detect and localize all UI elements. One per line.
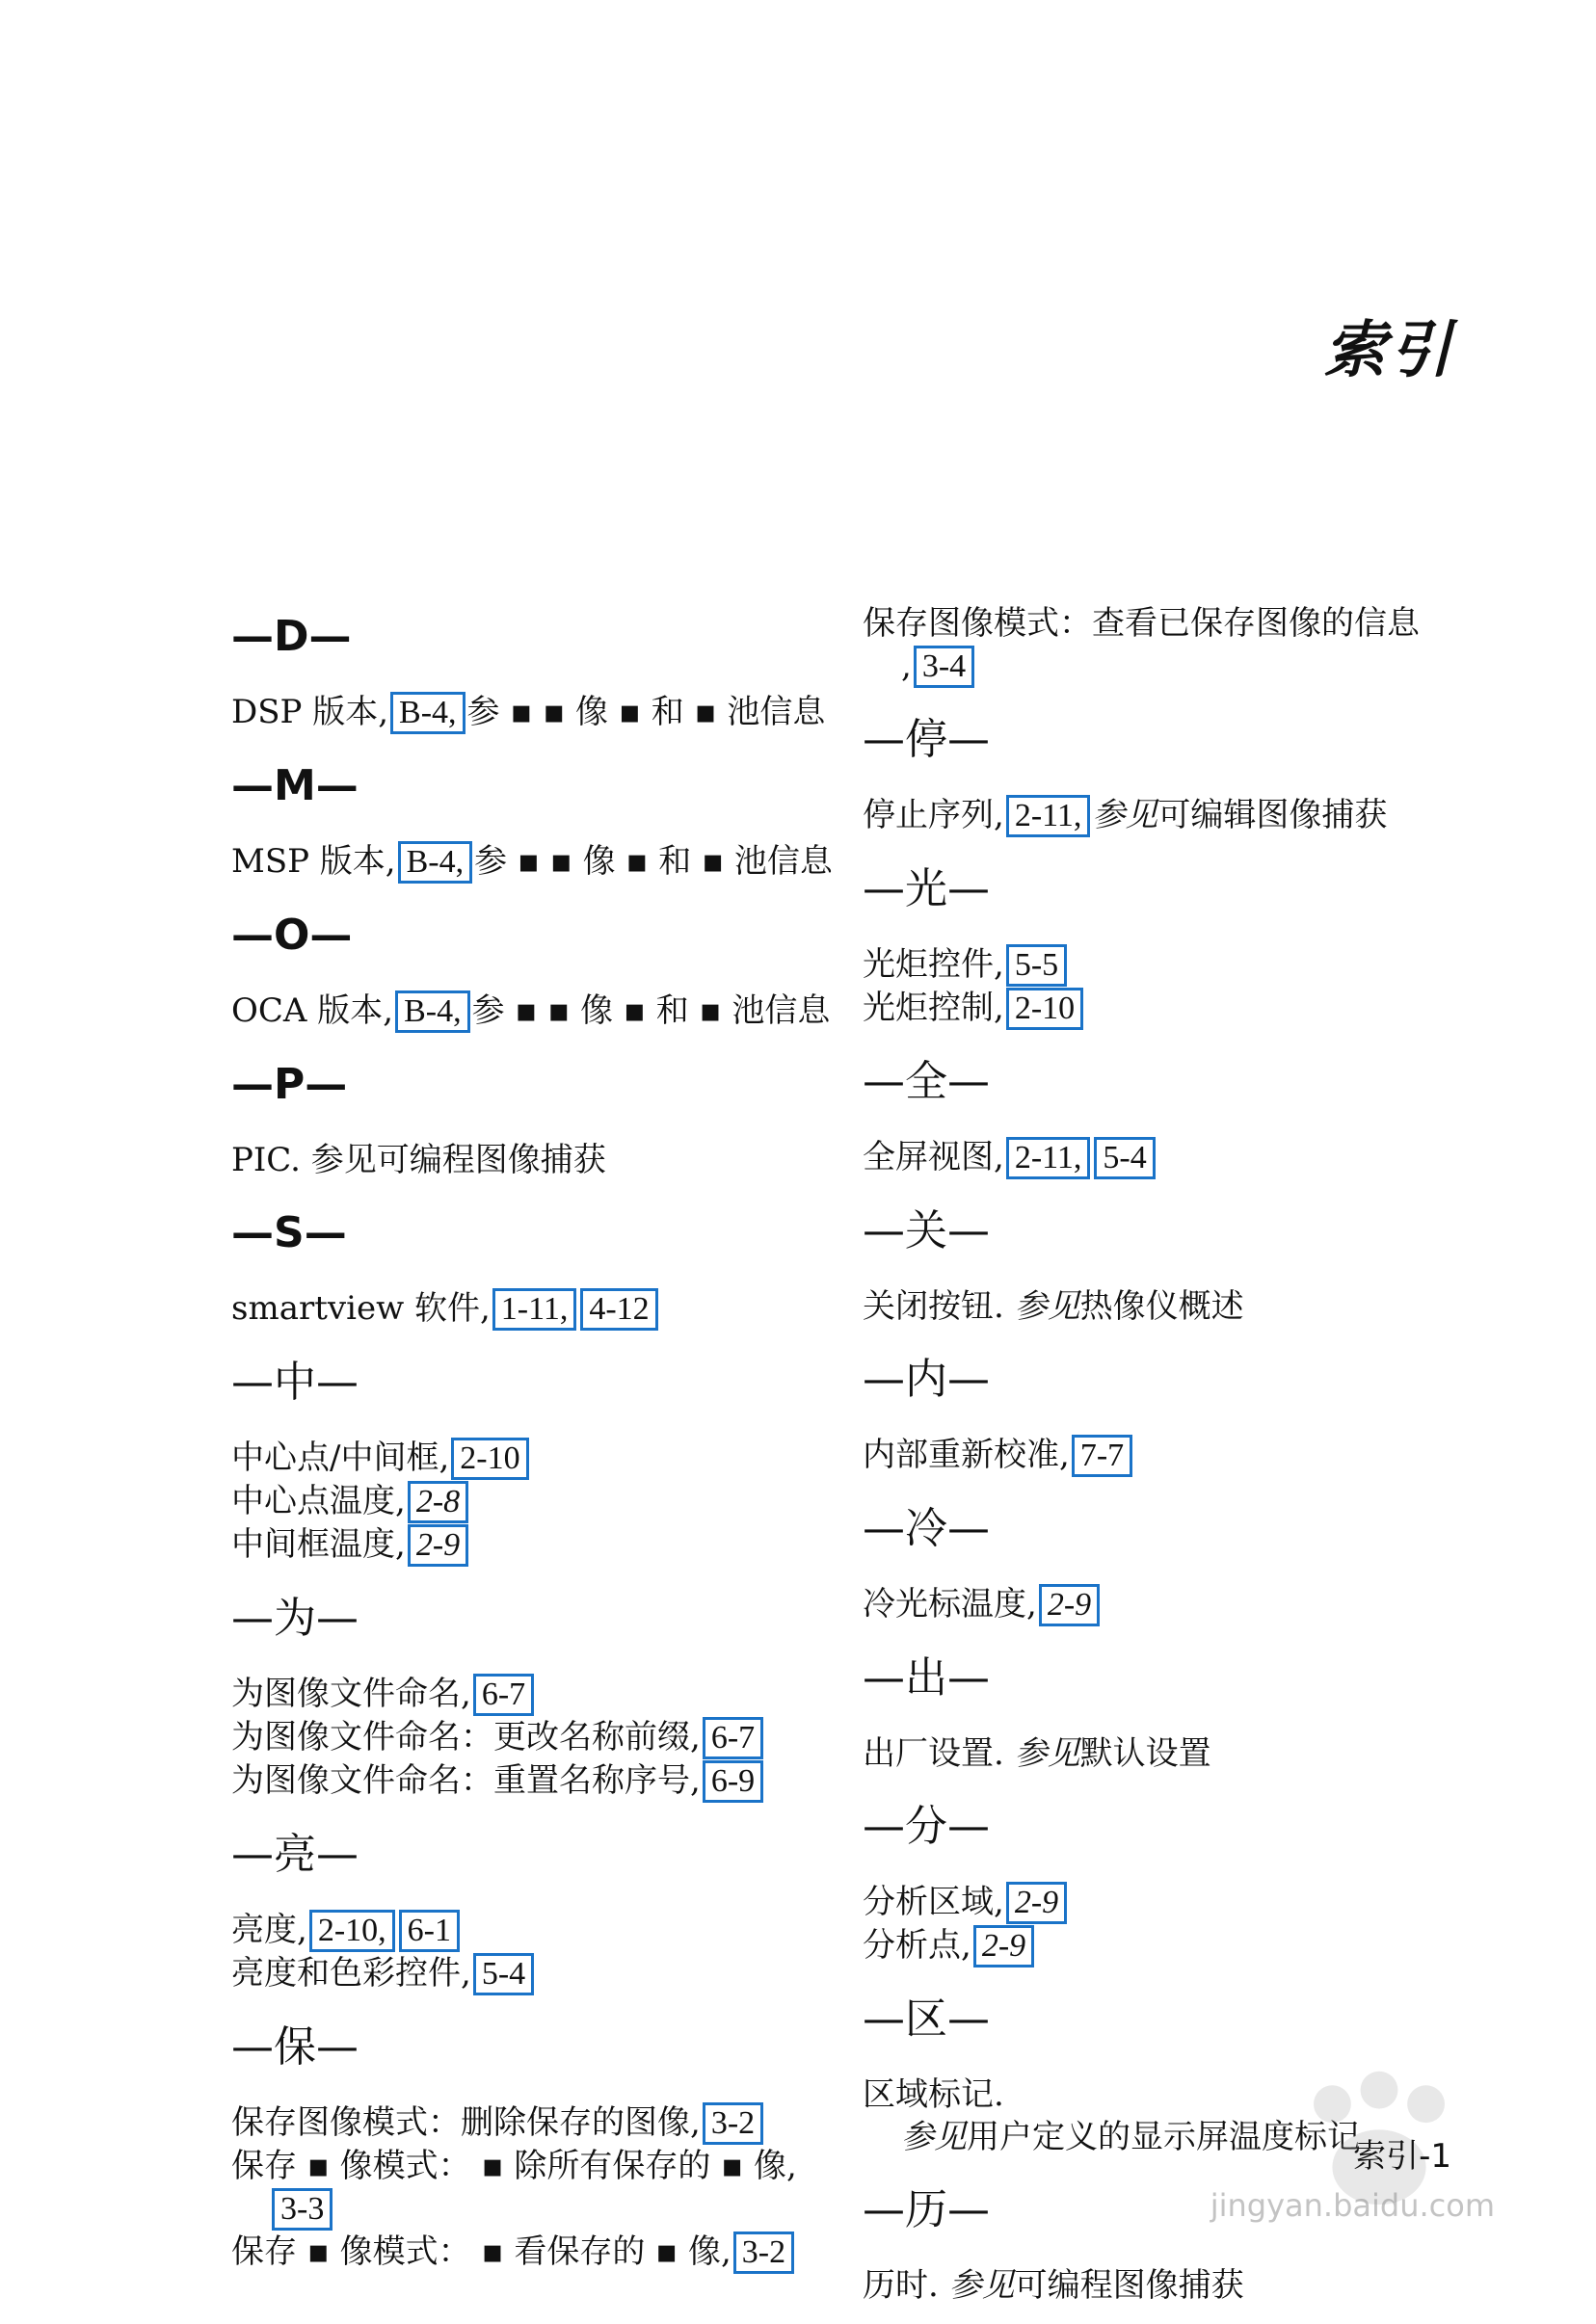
section-spacer	[863, 837, 1479, 855]
page-ref-link[interactable]: 7-7	[1072, 1435, 1132, 1477]
index-section	[231, 1592, 819, 1820]
page-title: 索引	[1324, 315, 1455, 386]
index-entry	[863, 1583, 1479, 1626]
page-ref-link[interactable]: 5-5	[1006, 944, 1067, 987]
page-ref-link[interactable]: B-4,	[395, 990, 470, 1033]
entry-text: 保存图像模式：查看已保存图像的信息	[863, 604, 1420, 643]
entry-text: PIC. 参见可编程图像捕获	[231, 1141, 606, 1179]
index-section	[863, 1204, 1479, 1345]
entry-text: 光炬控件,	[863, 945, 1004, 984]
index-entry	[231, 691, 826, 734]
entry-text: 光炬控制,	[863, 989, 1004, 1027]
page-ref-link[interactable]: 1-11,	[492, 1288, 577, 1331]
page-ref-link[interactable]: 3-2	[703, 2102, 763, 2145]
entry-text: 亮度,	[231, 1911, 307, 1949]
index-column-left	[231, 602, 833, 2291]
watermark-url: jingyan.baidu.com	[1210, 2187, 1495, 2224]
section-spacer	[231, 734, 819, 752]
index-entry	[231, 1139, 819, 1181]
entry-text: 停止序列,	[863, 796, 1004, 834]
section-heading: —冷—	[863, 1504, 990, 1553]
section-spacer	[863, 1967, 1479, 1985]
section-heading: —出—	[863, 1653, 990, 1703]
section-spacer	[231, 1995, 819, 2013]
index-section	[231, 1206, 819, 1348]
page-ref-link[interactable]: 2-11,	[1006, 795, 1091, 837]
section-heading: —区—	[863, 1994, 990, 2044]
index-entry	[231, 1673, 819, 1716]
page-ref-link[interactable]: B-4,	[398, 841, 473, 884]
page-ref-link[interactable]: 3-4	[914, 646, 974, 688]
see-also-text: 参 ▪ ▪ 像 ▪ 和 ▪ 池信息	[474, 842, 833, 881]
entry-text: 保存图像模式：删除保存的图像,	[231, 2103, 701, 2142]
index-entry	[863, 1136, 1479, 1179]
index-section	[863, 713, 1479, 855]
entry-text: 分析点,	[863, 1926, 971, 1965]
page-ref-link[interactable]: 2-9	[1039, 1584, 1100, 1626]
index-entry	[231, 1437, 819, 1480]
entry-text: 内部重新校准,	[863, 1436, 1070, 1474]
entry-text: 中心点/中间框,	[231, 1439, 450, 1477]
index-entry	[863, 1732, 1479, 1775]
section-heading: —光—	[863, 864, 990, 913]
page-ref-link[interactable]: 2-9	[1006, 1882, 1067, 1924]
index-entry	[231, 2101, 819, 2145]
section-spacer	[231, 1331, 819, 1348]
index-entry	[863, 1285, 1479, 1328]
index-section	[231, 1058, 819, 1199]
entry-text: 历时.	[863, 2266, 949, 2305]
section-heading: —S—	[231, 1208, 347, 1257]
index-section	[231, 1828, 819, 2013]
section-heading: —分—	[863, 1802, 990, 1851]
page-number: 索引-1	[1353, 2137, 1451, 2176]
section-heading: —全—	[863, 1057, 990, 1106]
see-also-target: 热像仪概述	[1079, 1287, 1244, 1326]
page-ref-link[interactable]: 6-9	[703, 1760, 763, 1803]
section-heading: —M—	[231, 761, 359, 810]
entry-text: smartview 软件,	[231, 1289, 491, 1328]
index-section	[231, 2020, 819, 2291]
section-spacer	[231, 1181, 819, 1199]
entry-text: 出厂设置.	[863, 1734, 1015, 1773]
index-entry	[863, 943, 1479, 987]
index-section	[863, 1502, 1479, 1644]
index-entry	[231, 990, 831, 1033]
section-spacer	[863, 1626, 1479, 1644]
index-entry	[863, 1924, 1479, 1967]
index-entry	[231, 1952, 819, 1995]
entry-text: 保存 ▪ 像模式： ▪ 除所有保存的 ▪ 像,	[231, 2147, 797, 2185]
section-heading: —为—	[231, 1594, 359, 1643]
section-heading: —内—	[863, 1355, 990, 1404]
section-heading: —停—	[863, 715, 990, 764]
page-ref-link[interactable]: B-4,	[390, 692, 466, 734]
section-spacer	[863, 1328, 1479, 1345]
index-entry	[231, 1716, 819, 1759]
entry-text: 亮度和色彩控件,	[231, 1954, 471, 1993]
section-spacer	[231, 1033, 819, 1050]
page-ref-link[interactable]: 5-4	[1094, 1137, 1155, 1179]
index-section	[231, 610, 826, 752]
section-spacer	[863, 1477, 1479, 1494]
see-also-label: 参见	[948, 2266, 1015, 2305]
entry-text: OCA 版本,	[231, 991, 394, 1030]
index-entry	[231, 2231, 819, 2274]
index-entry	[863, 2264, 1479, 2307]
section-spacer	[231, 2274, 819, 2291]
see-also-target: 用户定义的显示屏温度标记	[967, 2118, 1360, 2156]
page-ref-link[interactable]: 6-1	[399, 1910, 460, 1952]
index-entry	[863, 794, 1479, 837]
page-ref-link[interactable]: 2-9	[408, 1524, 468, 1567]
entry-text: 保存 ▪ 像模式： ▪ 看保存的 ▪ 像,	[231, 2232, 732, 2271]
entry-continuation	[231, 2187, 819, 2231]
section-heading: —P—	[231, 1060, 348, 1109]
see-also-text: 参 ▪ ▪ 像 ▪ 和 ▪ 池信息	[471, 991, 831, 1030]
page-ref-link[interactable]: 5-4	[473, 1953, 534, 1995]
entry-text: MSP 版本,	[231, 842, 396, 881]
section-spacer	[231, 1567, 819, 1584]
section-spacer	[863, 688, 1479, 705]
index-section	[863, 1651, 1479, 1792]
entry-text: 为图像文件命名：重置名称序号,	[231, 1761, 701, 1800]
index-entry	[231, 1480, 819, 1523]
section-heading: —中—	[231, 1358, 359, 1407]
section-spacer	[863, 1030, 1479, 1047]
see-also-text: 参 ▪ ▪ 像 ▪ 和 ▪ 池信息	[466, 693, 826, 731]
page-ref-link[interactable]: 2-10	[451, 1438, 528, 1480]
page-ref-link[interactable]: 2-10	[1006, 988, 1083, 1030]
index-entry	[231, 1909, 819, 1952]
index-entry	[863, 1881, 1479, 1924]
index-entry	[863, 1434, 1479, 1477]
section-heading: —亮—	[231, 1830, 359, 1879]
section-spacer	[231, 1803, 819, 1820]
index-entry	[231, 840, 833, 884]
index-section	[863, 1055, 1479, 1197]
entry-text: 区域标记.	[863, 2075, 1004, 2114]
entry-text: 分析区域,	[863, 1883, 1004, 1921]
section-spacer	[863, 2307, 1479, 2324]
index-section	[863, 602, 1479, 705]
entry-text: 中心点温度,	[231, 1482, 406, 1520]
index-entry	[231, 1759, 819, 1803]
page-ref-link[interactable]: 3-3	[272, 2188, 332, 2231]
page-ref-link[interactable]: 2-9	[973, 1925, 1034, 1967]
section-heading: —历—	[863, 2185, 990, 2234]
see-also-target: 可编程图像捕获	[1014, 2266, 1244, 2305]
page-ref-link[interactable]: 2-8	[408, 1481, 468, 1523]
index-section	[231, 909, 831, 1050]
entry-continuation	[863, 645, 1479, 688]
index-section	[231, 1356, 819, 1584]
entry-text: 为图像文件命名：更改名称前缀,	[231, 1718, 701, 1756]
index-section	[863, 1800, 1479, 1985]
index-entry	[231, 1523, 819, 1567]
see-also-target: 可编辑图像捕获	[1157, 796, 1388, 834]
section-heading: —保—	[231, 2022, 359, 2072]
page-ref-link[interactable]: 6-7	[703, 1717, 763, 1759]
index-entry	[231, 2145, 819, 2231]
entry-text: 全屏视图,	[863, 1138, 1004, 1176]
index-section	[863, 862, 1479, 1047]
entry-text: 冷光标温度,	[863, 1585, 1037, 1624]
see-also-label: 参见	[1014, 1734, 1080, 1773]
section-spacer	[863, 1179, 1479, 1197]
see-also-label: 参见	[1014, 1287, 1080, 1326]
index-section	[863, 1353, 1479, 1494]
entry-text: 中间框温度,	[231, 1525, 406, 1564]
see-also-label: 参见	[1092, 796, 1158, 834]
section-heading: —关—	[863, 1206, 990, 1255]
page-ref-link[interactable]: 6-7	[473, 1674, 534, 1716]
see-also-target: 默认设置	[1079, 1734, 1211, 1773]
see-also-label: 参见	[901, 2118, 967, 2156]
section-spacer	[863, 1775, 1479, 1792]
page-ref-link[interactable]: 2-11,	[1006, 1137, 1091, 1179]
index-entry	[231, 1287, 819, 1331]
page-ref-link[interactable]: 4-12	[580, 1288, 657, 1331]
entry-comma: ,	[901, 647, 912, 685]
page-ref-link[interactable]: 3-2	[733, 2232, 794, 2274]
section-heading: —D—	[231, 612, 352, 661]
entry-text: 关闭按钮.	[863, 1287, 1015, 1326]
index-section	[231, 759, 833, 901]
section-heading: —O—	[231, 911, 353, 960]
entry-text: 为图像文件命名,	[231, 1675, 471, 1713]
index-entry	[863, 987, 1479, 1030]
entry-text: DSP 版本,	[231, 693, 389, 731]
index-entry	[863, 602, 1479, 688]
section-spacer	[231, 884, 819, 901]
page-ref-link[interactable]: 2-10,	[309, 1910, 395, 1952]
